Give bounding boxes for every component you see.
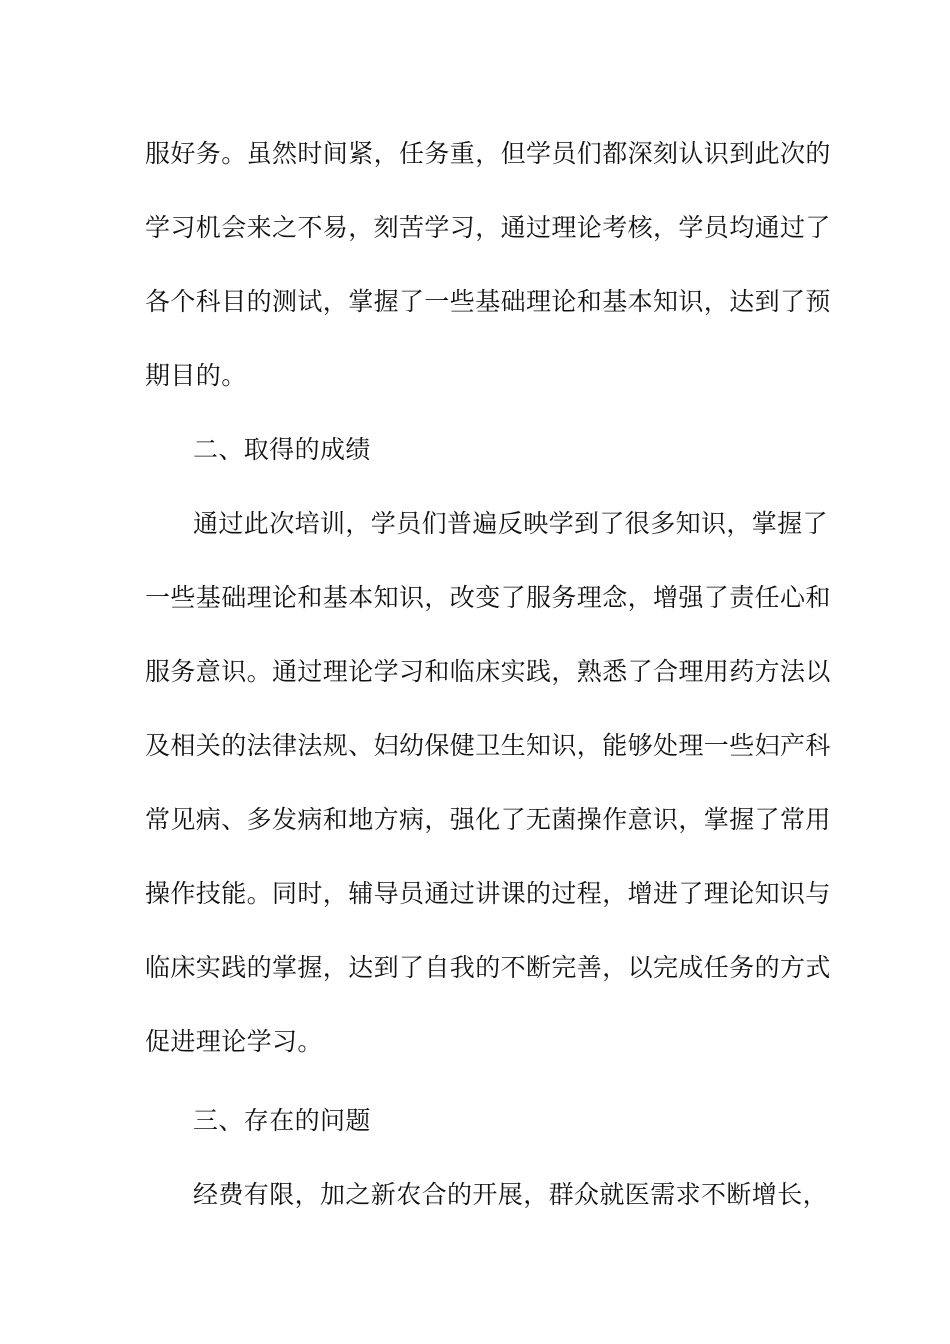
paragraph-line: 各个科目的测试，掌握了一些基础理论和基本知识，达到了预 bbox=[145, 287, 831, 316]
paragraph-line: 服好务。虽然时间紧，任务重，但学员们都深刻认识到此次的 bbox=[145, 139, 831, 168]
paragraph-line: 经费有限，加之新农合的开展，群众就医需求不断增长， bbox=[193, 1180, 829, 1209]
section-heading: 二、取得的成绩 bbox=[193, 435, 371, 464]
paragraph-line: 临床实践的掌握，达到了自我的不断完善，以完成任务的方式 bbox=[145, 953, 831, 982]
paragraph-line: 操作技能。同时，辅导员通过讲课的过程，增进了理论知识与 bbox=[145, 879, 831, 908]
paragraph-line: 期目的。 bbox=[145, 361, 247, 390]
paragraph-line: 促进理论学习。 bbox=[145, 1027, 323, 1056]
paragraph-line: 常见病、多发病和地方病，强化了无菌操作意识，掌握了常用 bbox=[145, 805, 831, 834]
paragraph-line: 一些基础理论和基本知识，改变了服务理念，增强了责任心和 bbox=[145, 583, 831, 612]
paragraph-line: 及相关的法律法规、妇幼保健卫生知识，能够处理一些妇产科 bbox=[145, 731, 831, 760]
paragraph-line: 通过此次培训，学员们普遍反映学到了很多知识，掌握了 bbox=[193, 509, 829, 538]
section-heading: 三、存在的问题 bbox=[193, 1106, 371, 1135]
paragraph-line: 服务意识。通过理论学习和临床实践，熟悉了合理用药方法以 bbox=[145, 657, 831, 686]
paragraph-line: 学习机会来之不易，刻苦学习，通过理论考核，学员均通过了 bbox=[145, 213, 831, 242]
